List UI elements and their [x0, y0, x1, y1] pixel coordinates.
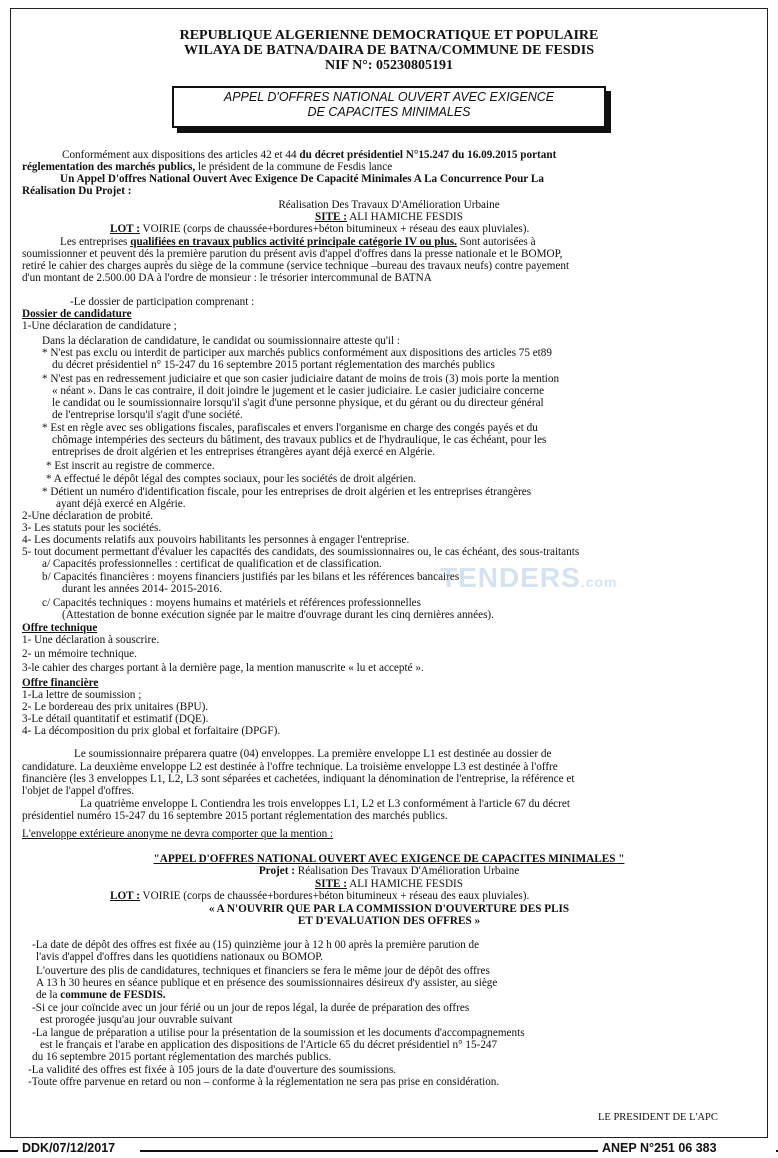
footer-right-ref: ANEP N°251 06 383 [602, 1141, 717, 1155]
intro-line-4: Réalisation Du Projet : [22, 185, 132, 197]
dossier-bullet-3c: entreprises de droit algérien et les entreprises étrangères ayant déjà exercé en Algérie. [52, 446, 435, 458]
mention-title: "APPEL D'OFFRES NATIONAL OUVERT AVEC EXIGENCE DE CAPACITES MINIMALES " [153, 853, 625, 865]
conditions-7: est prorogée jusqu'au jour ouvrable suivant [40, 1014, 233, 1026]
dossier-bullet-5: * A effectué le dépôt légal des comptes sociaux, pour les sociétés de droit algérien. [46, 473, 417, 485]
offre-financiere-item-3: 3-Le détail quantitatif et estimatif (DQE). [22, 713, 209, 725]
site-line: SITE : ALI HAMICHE FESDIS [315, 211, 463, 223]
intro-para-2: soumissionner et peuvent dés la première parution du présent avis d'appel d'offres dans la presse nationale et le BOMOP, [22, 248, 563, 260]
dossier-bullet-2b: « néant ». Dans le cas contraire, il doit joindre le jugement et le casier judiciaire. Le casier judiciaire concerne [52, 385, 545, 397]
tenders-watermark: TENDERS.com [440, 562, 618, 593]
dossier-item-5c-2: (Attestation de bonne exécution signée par le maitre d'ouvrage durant les cinq dernières années). [62, 609, 494, 621]
dossier-item-3: 3- Les statuts pour les sociétés. [22, 522, 162, 534]
footer-rule-left [0, 1150, 18, 1152]
dossier-item-5c-1: c/ Capacités techniques : moyens humains et matériels et références professionnelles [42, 597, 421, 609]
header-wilaya: WILAYA DE BATNA/DAIRA DE BATNA/COMMUNE DE FESDIS [184, 43, 594, 58]
enveloppes-para-6: présidentiel numéro 15-247 du 16 septembre 2015 portant réglementation des marchés publics. [22, 810, 448, 822]
title-box [172, 86, 606, 128]
qualification-line: Les entreprises qualifiées en travaux publics activité principale catégorie IV ou plus. Sont autorisées à [60, 236, 536, 248]
title-line-2: DE CAPACITES MINIMALES [307, 105, 471, 119]
dossier-bullet-1b: du décret présidentiel n° 15-247 du 16 septembre 2015 portant réglementation des marchés publics [52, 359, 495, 371]
enveloppes-para-4: l'objet de l'appel d'offres. [22, 785, 135, 797]
offre-technique-item-1: 1- Une déclaration à souscrire. [22, 634, 159, 646]
enveloppes-para-1: Le soumissionnaire préparera quatre (04) enveloppes. La première enveloppe L1 est destinée au dossier de [74, 748, 552, 760]
dossier-bullet-3a: * Est en règle avec ses obligations fiscales, parafiscales et envers l'organisme en charge des congés payés et du [42, 422, 538, 434]
project-name: Réalisation Des Travaux D'Amélioration Urbaine [278, 199, 500, 211]
dossier-bullet-3b: chômage intempéries des secteurs du bâtiment, des travaux publics et de l'hydraulique, le cas échéant, pour les [52, 434, 547, 446]
intro-para-3: retiré le cahier des charges auprès du siège de la commune (service technique –bureau des travaux neufs) contre payement [22, 260, 570, 272]
enveloppes-para-7: L'enveloppe extérieure anonyme ne devra comporter que la mention : [22, 828, 334, 840]
mention-site: SITE : ALI HAMICHE FESDIS [315, 878, 463, 890]
conditions-12: -Toute offre parvenue en retard ou non – conforme à la réglementation ne sera pas prise en considération. [28, 1076, 500, 1088]
dossier-item-5b-2: durant les années 2014- 2015-2016. [62, 583, 223, 595]
dossier-bullet-6b: ayant déjà exercé en Algérie. [56, 498, 186, 510]
offre-technique-heading: Offre technique [22, 622, 98, 634]
dossier-item-1: 1-Une déclaration de candidature ; [22, 320, 177, 332]
offre-financiere-heading: Offre financière [22, 677, 99, 689]
conditions-2: l'avis d'appel d'offres dans les quotidiens nationaux ou BOMOP. [36, 951, 324, 963]
dossier-item-2: 2-Une déclaration de probité. [22, 510, 154, 522]
dossier-bullet-2c: le candidat ou le soumissionnaire lorsqu'il s'agit d'une personne physique, et du gérant ou du directeur général [52, 397, 544, 409]
dossier-heading: Dossier de candidature [22, 308, 132, 320]
mention-warning-1: « A N'OUVRIR QUE PAR LA COMMISSION D'OUVERTURE DES PLIS [208, 903, 570, 915]
dossier-bullet-2a: * N'est pas en redressement judiciaire et que son casier judiciaire datant de moins de trois (3) mois porte la mention [42, 373, 560, 385]
dossier-item-1-intro: Dans la déclaration de candidature, le candidat ou soumissionnaire atteste qu'il : [42, 335, 401, 347]
conditions-11: -La validité des offres est fixée à 105 jours de la date d'ouverture des soumissions. [28, 1064, 397, 1076]
dossier-item-5b-1: b/ Capacités financières : moyens financiers justifiés par les bilans et les références bancaires [42, 571, 460, 583]
enveloppes-para-3: financière (les 3 enveloppes L1, L2, L3 sont séparées et cachetées, indiquant la dénomination de l'entreprise, la référence et [22, 773, 575, 785]
enveloppes-para-2: candidature. La deuxième enveloppe L2 est destinée à l'offre technique. La troisième enveloppe L3 est destinée à l'offre [22, 761, 558, 773]
dossier-bullet-4: * Est inscrit au registre de commerce. [46, 460, 215, 472]
conditions-4: A 13 h 30 heures en séance publique et en présence des soumissionnaires désireux d'y assister, au siège [36, 977, 498, 989]
dossier-item-5: 5- tout document permettant d'évaluer les capacités des candidats, des soumissionnaires ou, le cas échéant, des sous-traitants [22, 546, 580, 558]
lot-line: LOT : VOIRIE (corps de chaussée+bordures+béton bitumineux + réseau des eaux pluviales). [110, 223, 530, 235]
footer-rule-middle [140, 1150, 598, 1152]
enveloppes-para-5: La quatrième enveloppe L Contiendra les trois enveloppes L1, L2 et L3 conformément à l'article 67 du décret [80, 798, 570, 810]
dossier-bullet-1a: * N'est pas exclu ou interdit de participer aux marchés publics conformément aux dispositions des articles 75 et89 [42, 347, 552, 359]
conditions-10: du 16 septembre 2015 portant réglementation des marchés publics. [32, 1051, 332, 1063]
offre-financiere-item-2: 2- Le bordereau des prix unitaires (BPU). [22, 701, 209, 713]
dossier-item-4: 4- Les documents relatifs aux pouvoirs habilitants les personnes à engager l'entreprise. [22, 534, 410, 546]
header-nif: NIF N°: 05230805191 [325, 58, 453, 73]
conditions-8: -La langue de préparation a utilise pour la présentation de la soumission et les documents d'accompagnements [32, 1027, 525, 1039]
conditions-1: -La date de dépôt des offres est fixée au (15) quinzième jour à 12 h 00 après la première parution de [32, 939, 480, 951]
offre-financiere-item-4: 4- La décomposition du prix global et forfaitaire (DPGF). [22, 725, 281, 737]
dossier-bullet-2d: de l'entreprise lorsqu'il s'agit d'une société. [52, 409, 243, 421]
conditions-9: est le français et l'arabe en application des dispositions de l'Article 65 du décret présidentiel n° 15-247 [40, 1039, 498, 1051]
mention-lot: LOT : VOIRIE (corps de chaussée+bordures+béton bitumineux + réseau des eaux pluviales). [110, 890, 530, 902]
dossier-bullet-6a: * Détient un numéro d'identification fiscale, pour les entreprises de droit algérien et les entreprises étrangères [42, 486, 532, 498]
offre-technique-item-2: 2- un mémoire technique. [22, 648, 137, 660]
offre-financiere-item-1: 1-La lettre de soumission ; [22, 689, 142, 701]
dossier-intro: -Le dossier de participation comprenant : [70, 296, 255, 308]
offre-technique-item-3: 3-le cahier des charges portant à la dernière page, la mention manuscrite « lu et accepté ». [22, 662, 424, 674]
mention-warning-2: ET D'EVALUATION DES OFFRES » [297, 915, 481, 927]
footer-left-ref: DDK/07/12/2017 [22, 1141, 116, 1155]
conditions-5: de la commune de FESDIS. [36, 989, 166, 1001]
conditions-3: L'ouverture des plis de candidatures, techniques et financiers se fera le même jour de dépôt des offres [36, 965, 490, 977]
header-republic: REPUBLIQUE ALGERIENNE DEMOCRATIQUE ET POPULAIRE [179, 28, 599, 43]
mention-projet: Projet : Réalisation Des Travaux D'Amélioration Urbaine [258, 865, 520, 877]
dossier-item-5a: a/ Capacités professionnelles : certificat de qualification et de classification. [42, 558, 382, 570]
intro-para-4: d'un montant de 2.500.00 DA à l'ordre de monsieur : le trésorier intercommunal de BATNA [22, 272, 432, 284]
conditions-6: -Si ce jour coïncide avec un jour férié ou un jour de repos légal, la durée de préparation des offres [32, 1002, 470, 1014]
intro-line-2: réglementation des marchés publics, le président de la commune de Fesdis lance [22, 161, 393, 173]
signature: LE PRESIDENT DE L'APC [598, 1112, 718, 1123]
intro-line-3: Un Appel D'offres National Ouvert Avec Exigence De Capacité Minimales A La Concurrence Pour La [60, 173, 544, 185]
intro-line-1: Conformément aux dispositions des articles 42 et 44 du décret présidentiel N°15.247 du 16.09.2015 portant [62, 149, 557, 161]
title-line-1: APPEL D'OFFRES NATIONAL OUVERT AVEC EXIGENCE [223, 90, 555, 104]
